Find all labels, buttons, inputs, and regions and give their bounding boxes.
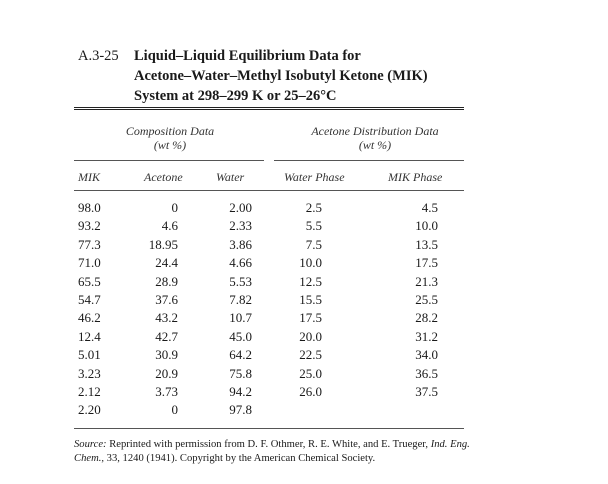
cell-acetone: 3.73 <box>155 384 178 399</box>
title-line-1: A.3-25 Liquid–Liquid Equilibrium Data for <box>78 48 361 64</box>
cell-mik-phase: 21.3 <box>415 273 438 289</box>
cell-mik: 2.12 <box>78 384 101 399</box>
title-line-2: Acetone–Water–Methyl Isobutyl Ketone (MIK) <box>134 68 428 84</box>
cell-water-phase: 5.5 <box>305 218 322 234</box>
cell-water-phase: 25.0 <box>299 365 322 381</box>
table-row <box>0 384 608 402</box>
cell-acetone: 43.2 <box>155 310 178 326</box>
cell-water: 97.8 <box>229 402 252 418</box>
table-row <box>0 200 608 218</box>
cell-mik: 54.7 <box>78 292 101 307</box>
col-header-water: Water <box>216 170 245 184</box>
cell-mik-phase: 37.5 <box>415 384 438 399</box>
cell-water-phase: 15.5 <box>299 292 322 307</box>
table-row <box>0 402 608 420</box>
cell-mik: 71.0 <box>78 255 101 271</box>
table-row <box>0 237 608 255</box>
table-number: A.3-25 <box>78 48 119 64</box>
cell-water: 2.33 <box>229 218 252 234</box>
cell-acetone: 4.6 <box>161 218 178 234</box>
cell-mik-phase: 31.2 <box>415 328 438 344</box>
distribution-span-rule <box>274 160 464 161</box>
table-row <box>0 310 608 328</box>
table-row <box>0 255 608 273</box>
cell-acetone: 18.95 <box>148 236 178 252</box>
cell-water: 10.7 <box>229 310 252 326</box>
table-row <box>0 218 608 236</box>
table-bottom-rule <box>74 428 464 429</box>
col-header-acetone: Acetone <box>144 170 183 184</box>
cell-acetone: 30.9 <box>155 347 178 363</box>
composition-span-rule <box>74 160 264 161</box>
source-note: Source: Reprinted with permission from D. F. Othmer, R. E. White, and E. Trueger, Ind. Eng. Chem., 33, 1240 (1941). Copyright by the American Chemical Society. <box>74 439 470 464</box>
cell-water: 64.2 <box>229 347 252 363</box>
cell-mik: 93.2 <box>78 218 101 234</box>
cell-mik-phase: 36.5 <box>415 365 438 381</box>
table-row <box>0 329 608 347</box>
table-row <box>0 366 608 384</box>
cell-acetone: 0 <box>171 200 178 215</box>
cell-mik-phase: 28.2 <box>415 310 438 326</box>
cell-mik: 3.23 <box>78 365 101 381</box>
table-row <box>0 347 608 365</box>
cell-mik-phase: 4.5 <box>421 200 438 215</box>
cell-acetone: 20.9 <box>155 365 178 381</box>
cell-water-phase: 12.5 <box>299 273 322 289</box>
cell-mik: 46.2 <box>78 310 101 326</box>
cell-mik-phase: 13.5 <box>415 236 438 252</box>
cell-mik-phase: 25.5 <box>415 292 438 307</box>
cell-acetone: 37.6 <box>155 292 178 307</box>
cell-mik-phase: 10.0 <box>415 218 438 234</box>
cell-mik-phase: 17.5 <box>415 255 438 271</box>
cell-water: 45.0 <box>229 328 252 344</box>
cell-mik: 98.0 <box>78 200 101 215</box>
cell-water-phase: 17.5 <box>299 310 322 326</box>
cell-water-phase: 20.0 <box>299 328 322 344</box>
col-header-mik: MIK <box>78 170 100 184</box>
cell-mik: 65.5 <box>78 273 101 289</box>
cell-mik: 2.20 <box>78 402 101 418</box>
top-double-rule <box>74 107 464 110</box>
source-label: Source: <box>74 439 107 450</box>
cell-water: 2.00 <box>229 200 252 215</box>
header-bottom-rule <box>74 190 464 191</box>
journal-name: Ind. Eng. Chem., <box>74 439 470 464</box>
table-title <box>78 46 498 106</box>
cell-water-phase: 22.5 <box>299 347 322 363</box>
table-row <box>0 292 608 310</box>
cell-mik: 77.3 <box>78 236 101 252</box>
cell-water: 7.82 <box>229 292 252 307</box>
cell-water: 3.86 <box>229 236 252 252</box>
cell-acetone: 28.9 <box>155 273 178 289</box>
cell-water-phase: 7.5 <box>305 236 322 252</box>
table-row <box>0 274 608 292</box>
cell-water: 4.66 <box>229 255 252 271</box>
composition-group-header: Composition Data (wt %) <box>125 124 215 152</box>
distribution-group-header: Acetone Distribution Data (wt %) <box>311 124 439 152</box>
title-line-3: System at 298–299 K or 25–26°C <box>134 88 337 104</box>
col-header-water-phase: Water Phase <box>284 170 345 184</box>
cell-acetone: 42.7 <box>155 328 178 344</box>
cell-acetone: 0 <box>171 402 178 418</box>
cell-water: 5.53 <box>229 273 252 289</box>
cell-water-phase: 2.5 <box>305 200 322 215</box>
cell-mik-phase: 34.0 <box>415 347 438 363</box>
cell-mik: 12.4 <box>78 328 101 344</box>
cell-water: 75.8 <box>229 365 252 381</box>
cell-water-phase: 10.0 <box>299 255 322 271</box>
cell-mik: 5.01 <box>78 347 101 363</box>
cell-acetone: 24.4 <box>155 255 178 271</box>
col-header-mik-phase: MIK Phase <box>388 170 443 184</box>
cell-water: 94.2 <box>229 384 252 399</box>
cell-water-phase: 26.0 <box>299 384 322 399</box>
